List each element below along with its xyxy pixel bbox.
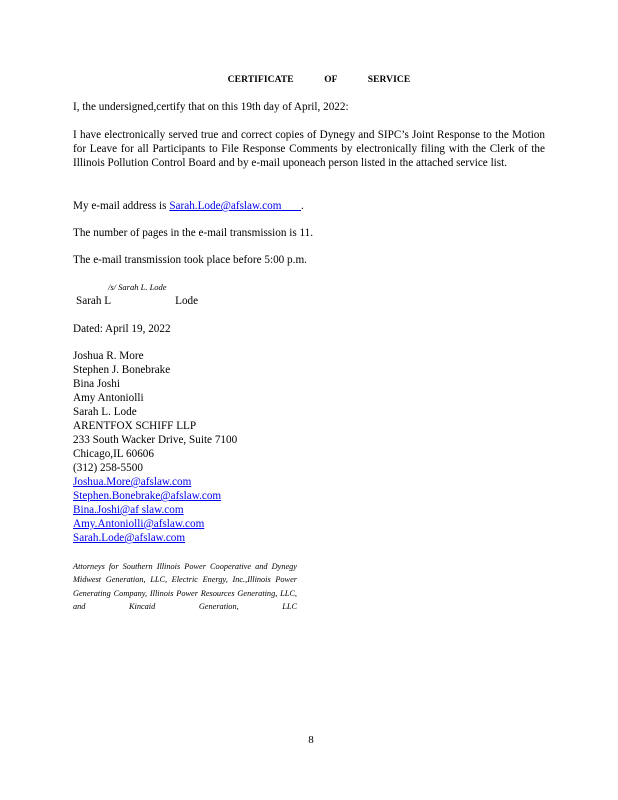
firm-name: ARENTFOX SCHIFF LLP [73,420,197,432]
contact-line: Bina Joshi [73,378,120,390]
pages-line: The number of pages in the e-mail transmission is 11. [73,227,314,239]
time-line: The e-mail transmission took place before 5:00 p.m. [73,254,307,266]
certificate-title: CERTIFICATE OF SERVICE [227,75,411,85]
email-suffix: . [301,200,304,212]
sender-email-link[interactable]: Sarah.Lode@afslaw.com [169,200,282,212]
email-link[interactable]: Joshua.More@afslaw.com [73,476,192,488]
link-underline-pad [281,200,301,212]
email-link[interactable]: Stephen.Bonebrake@afslaw.com [73,490,222,502]
contact-line: Amy Antoniolli [73,392,144,404]
email-prefix: My e-mail address is [73,200,170,212]
contact-line: Sarah L. Lode [73,406,137,418]
firm-phone: (312) 258-5500 [73,462,143,474]
service-paragraph: I have electronically served true and correct copies of Dynegy and SIPC’s Joint Response to the Motion for Leave for all Participants to File Response Comments by electronically filing with the Clerk of the Illinois Pollution Control Board and by e-mail uponeach person listed in the attached service list. [73,129,545,169]
intro-line: I, the undersigned,certify that on this 19th day of April, 2022: [73,101,349,113]
contact-line: Stephen J. Bonebrake [73,364,171,376]
signature-name [76,295,198,307]
email-link[interactable]: Amy.Antoniolli@afslaw.com [73,518,205,530]
email-link[interactable]: Sarah.Lode@afslaw.com [73,532,186,544]
firm-city: Chicago,IL 60606 [73,448,154,460]
signature-script: /s/ Sarah L. Lode [108,282,167,292]
dated-line: Dated: April 19, 2022 [73,323,171,335]
email-link[interactable]: Bina.Joshi@af slaw.com [73,504,184,516]
email-line [73,199,545,213]
signature-first-name: Sarah L [76,295,112,307]
attorneys-for: Attorneys for Southern Illinois Power Cooperative and Dynegy Midwest Generation, LLC, Electric Energy, Inc.,Illinois Power Generating Company, Illinois Power Resources Generating, LLC, and Kincaid Generation, LLC [73,562,297,611]
page-number: 8 [308,734,314,746]
firm-address: 233 South Wacker Drive, Suite 7100 [73,434,238,446]
signature-last-name: Lode [175,295,199,307]
contact-line: Joshua R. More [73,350,144,362]
